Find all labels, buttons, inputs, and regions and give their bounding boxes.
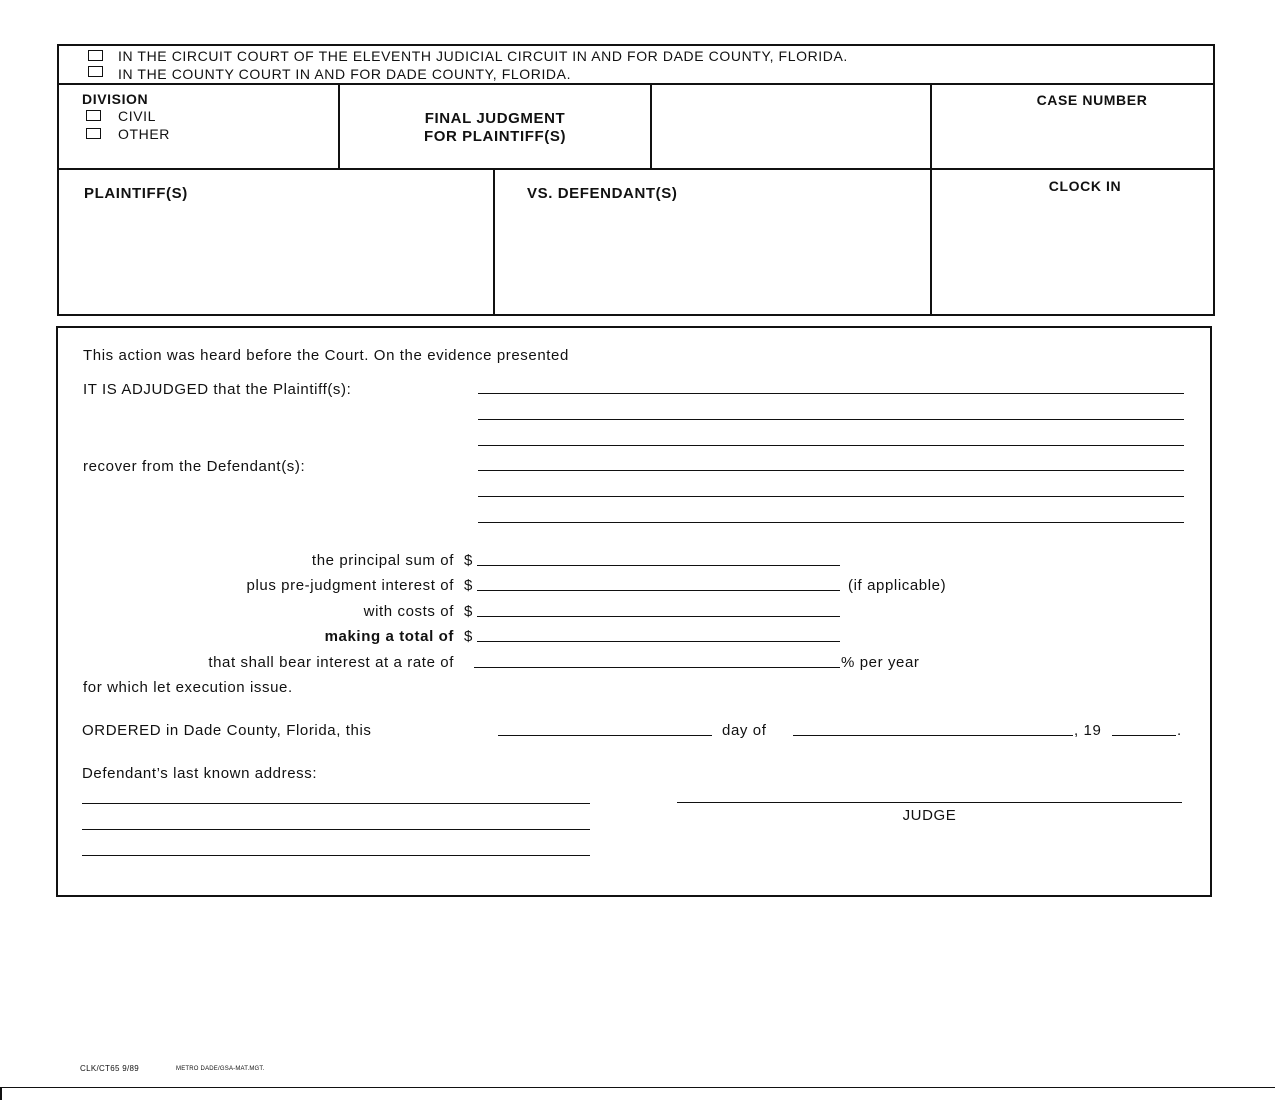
recover-line-2[interactable]: [478, 496, 1184, 497]
address-line-3[interactable]: [82, 855, 590, 856]
ordered-label: ORDERED in Dade County, Florida, this: [82, 722, 372, 739]
recover-line-1[interactable]: [478, 470, 1184, 471]
intro-text: This action was heard before the Court. On the evidence presented: [83, 347, 569, 364]
case-number-label: CASE NUMBER: [1036, 92, 1148, 108]
form-code: CLK/CT65 9/89: [80, 1064, 140, 1073]
interest-rate-label: that shall bear interest at a rate of: [208, 654, 454, 671]
adjudged-label: IT IS ADJUDGED that the Plaintiff(s):: [83, 381, 352, 398]
year-prefix: , 19: [1074, 722, 1102, 739]
principal-label: the principal sum of: [311, 552, 454, 569]
ordered-day-line[interactable]: [498, 735, 712, 736]
address-line-1[interactable]: [82, 803, 590, 804]
total-label: making a total of: [324, 628, 454, 645]
circuit-court-checkbox[interactable]: [88, 50, 103, 61]
address-line-2[interactable]: [82, 829, 590, 830]
form-title-line1: FINAL JUDGMENT: [424, 110, 566, 127]
plaintiff-divider: [493, 169, 495, 316]
judge-label: JUDGE: [902, 807, 957, 824]
division-title: DIVISION: [82, 91, 149, 107]
principal-line[interactable]: [477, 565, 840, 566]
other-checkbox[interactable]: [86, 128, 101, 139]
principal-dollar: $: [464, 552, 473, 569]
title-divider: [650, 84, 652, 169]
total-line[interactable]: [477, 641, 840, 642]
scan-edge-left: [0, 1087, 2, 1100]
form-title-line2: FOR PLAINTIFF(S): [423, 128, 567, 145]
civil-label: CIVIL: [118, 108, 157, 124]
day-of-label: day of: [722, 722, 767, 739]
costs-label: with costs of: [363, 603, 454, 620]
costs-dollar: $: [464, 603, 473, 620]
ordered-period: .: [1177, 722, 1182, 739]
defendants-label: VS. DEFENDANT(S): [527, 185, 678, 202]
interest-rate-line[interactable]: [474, 667, 840, 668]
other-label: OTHER: [118, 126, 170, 142]
per-year-text: % per year: [841, 654, 920, 671]
execution-text: for which let execution issue.: [83, 679, 293, 696]
county-court-label: IN THE COUNTY COURT IN AND FOR DADE COUNTY, FLORIDA.: [118, 66, 572, 82]
ordered-year-line[interactable]: [1112, 735, 1176, 736]
costs-line[interactable]: [477, 616, 840, 617]
clock-in-label: CLOCK IN: [1048, 178, 1122, 194]
case-divider: [930, 84, 932, 316]
pre-interest-label: plus pre-judgment interest of: [246, 577, 454, 594]
adjudged-line-1[interactable]: [478, 393, 1184, 394]
recover-label: recover from the Defendant(s):: [83, 458, 306, 475]
recover-line-3[interactable]: [478, 522, 1184, 523]
address-label: Defendant’s last known address:: [82, 765, 318, 782]
parties-divider: [57, 168, 1215, 170]
publisher-text: METRO DADE/GSA-MAT.MGT.: [176, 1066, 265, 1072]
adjudged-line-2[interactable]: [478, 419, 1184, 420]
header-divider: [57, 83, 1215, 85]
county-court-checkbox[interactable]: [88, 66, 103, 77]
civil-checkbox[interactable]: [86, 110, 101, 121]
circuit-court-label: IN THE CIRCUIT COURT OF THE ELEVENTH JUDICIAL CIRCUIT IN AND FOR DADE COUNTY, FLORIDA.: [118, 48, 848, 64]
ordered-month-line[interactable]: [793, 735, 1073, 736]
plaintiffs-label: PLAINTIFF(S): [84, 185, 188, 202]
pre-interest-line[interactable]: [477, 590, 840, 591]
pre-interest-dollar: $: [464, 577, 473, 594]
adjudged-line-3[interactable]: [478, 445, 1184, 446]
total-dollar: $: [464, 628, 473, 645]
judge-signature-line[interactable]: [677, 802, 1182, 803]
if-applicable-text: (if applicable): [848, 577, 947, 594]
scan-edge-bottom: [0, 1087, 1275, 1088]
